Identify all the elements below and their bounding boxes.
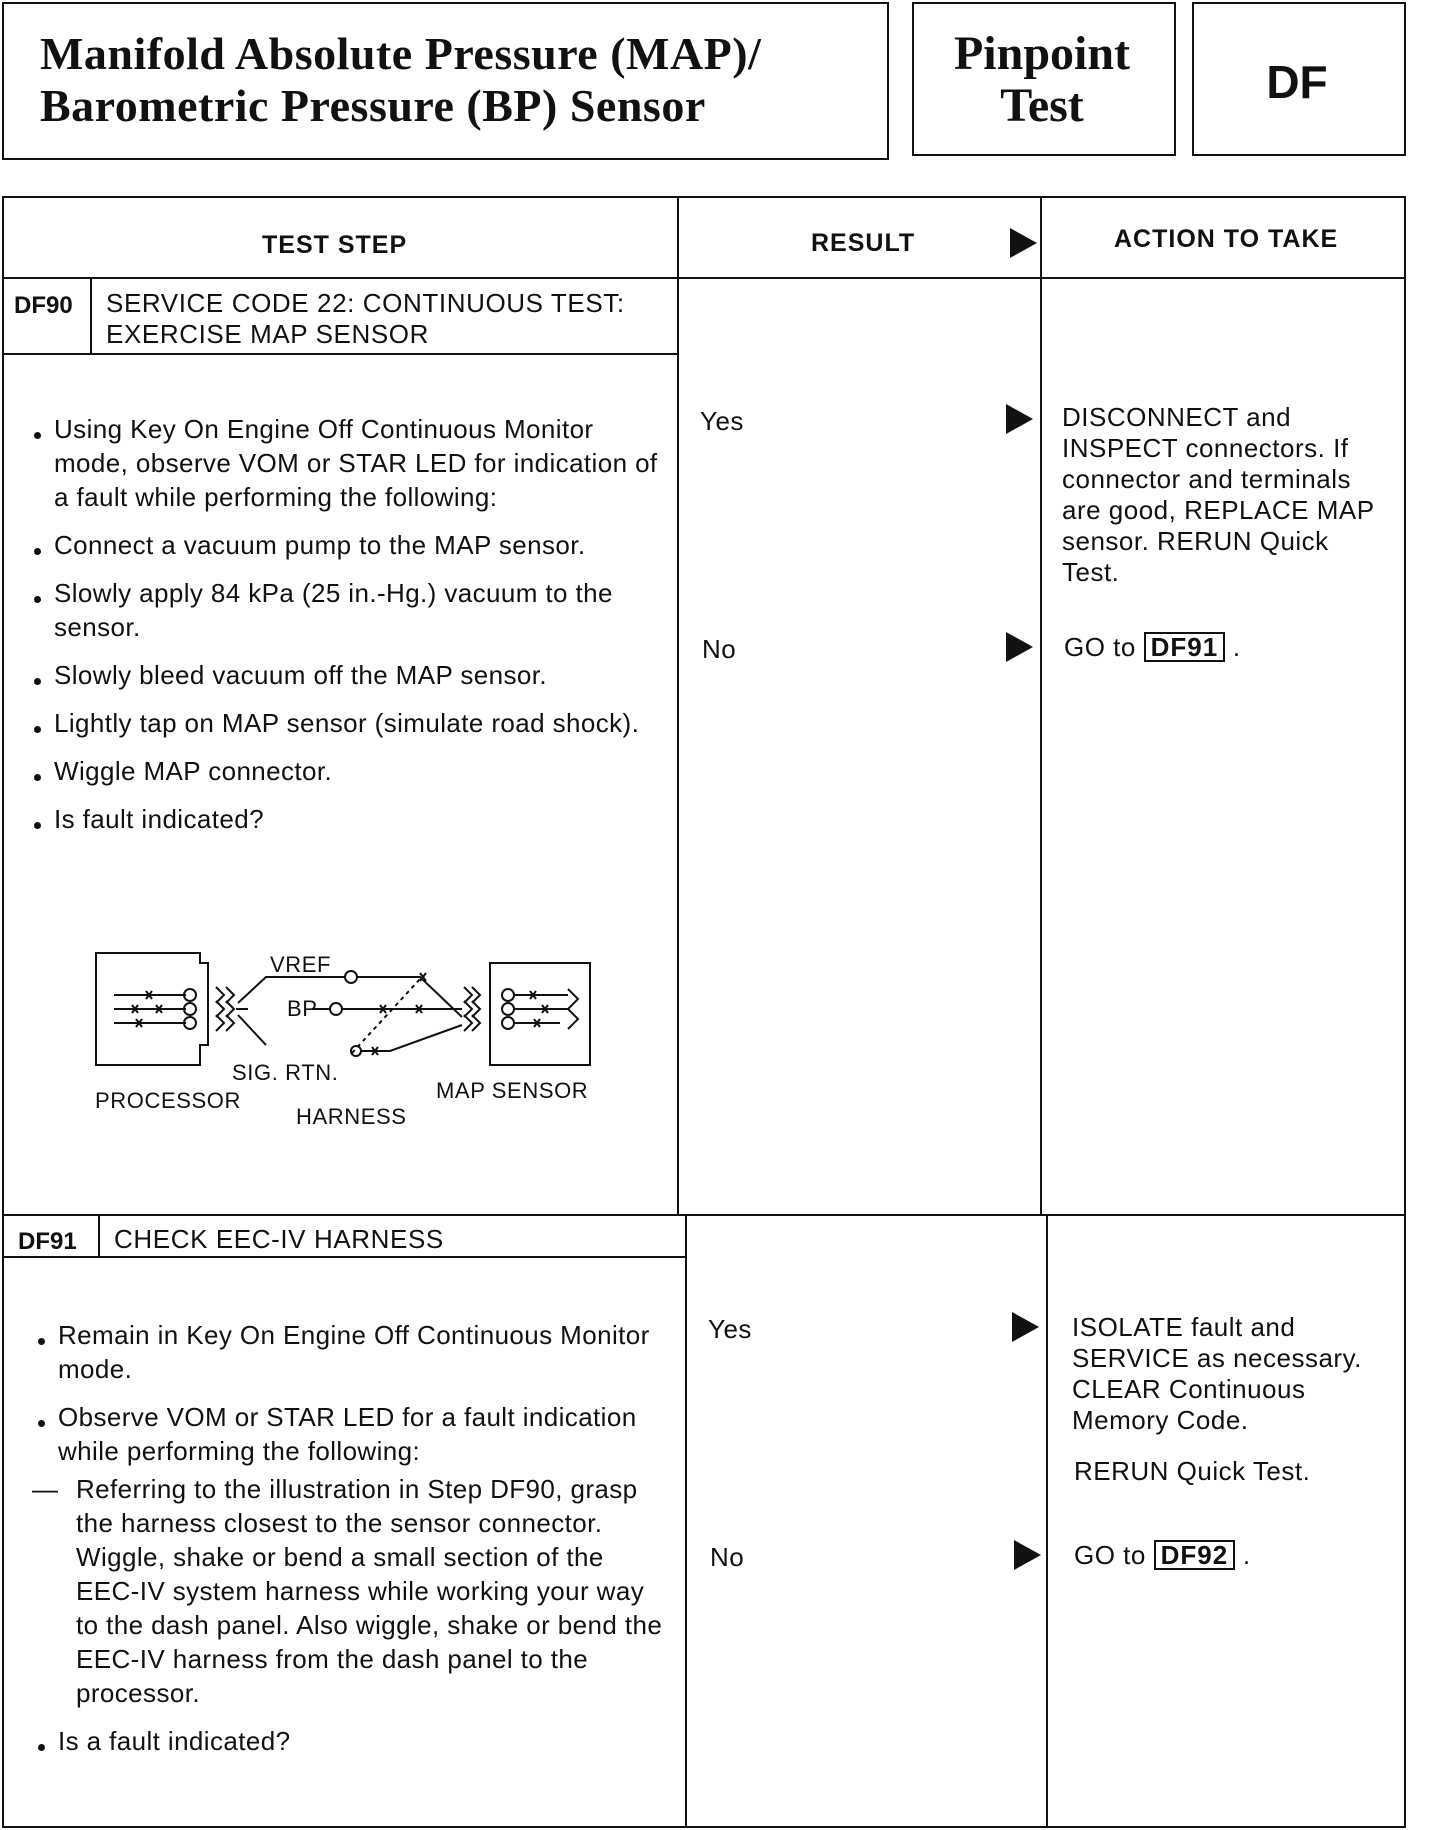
- step-df90-yes-arrow-icon: [1006, 404, 1033, 434]
- list-item-sub: — Referring to the illustration in Step DF90, grasp the harness closest to the sensor connector. Wiggle, shake or bend a small section of the EEC-IV system harness while working your way to the dash panel. Also wiggle, shake or bend the EEC-IV harness from the dash panel to the processor.: [10, 1472, 674, 1710]
- column-divider-result: [677, 196, 679, 1216]
- list-item: Slowly bleed vacuum off the MAP sensor.: [30, 658, 660, 692]
- test-code: DF: [1266, 56, 1328, 108]
- diagram-label-sig-rtn: SIG. RTN.: [232, 1060, 339, 1085]
- list-item: Lightly tap on MAP sensor (simulate road shock).: [30, 706, 660, 740]
- step-df91-result-yes: Yes: [708, 1314, 752, 1344]
- step-df91-instructions: [34, 1318, 674, 1772]
- test-type-line-1: Pinpoint: [953, 27, 1131, 80]
- step-df90-header-bottom: [2, 353, 677, 355]
- step-df91-action-yes: ISOLATE fault and SERVICE as necessary. CLEAR Continuous Memory Code.: [1072, 1312, 1362, 1435]
- goto-suffix: .: [1242, 1540, 1251, 1570]
- step-df91-id: DF91: [18, 1228, 77, 1255]
- goto-step-df91-link[interactable]: DF91: [1144, 632, 1226, 662]
- list-item: Slowly apply 84 kPa (25 in.-Hg.) vacuum to the sensor.: [30, 576, 660, 644]
- step-df91-no-arrow-icon: [1014, 1540, 1041, 1570]
- step-df90-no-arrow-icon: [1006, 632, 1033, 662]
- list-item: Is fault indicated?: [30, 802, 660, 836]
- step-df90-id-divider: [90, 277, 92, 355]
- document-title: [40, 28, 870, 132]
- title-line-1: Manifold Absolute Pressure (MAP)/: [40, 28, 762, 79]
- step-df90-result-no: No: [702, 634, 737, 664]
- col-header-test-step: TEST STEP: [262, 231, 408, 259]
- map-sensor-wiring-diagram: [90, 945, 610, 1085]
- diagram-label-vref: VREF: [270, 952, 332, 977]
- header-row-divider: [2, 277, 1406, 279]
- step-divider: [2, 1214, 1406, 1216]
- list-item: Using Key On Engine Off Continuous Monitor mode, observe VOM or STAR LED for indication of a fault while performing the following:: [30, 412, 660, 514]
- step-df91-action-yes-rerun: RERUN Quick Test.: [1074, 1456, 1311, 1486]
- col-header-result: RESULT: [811, 229, 916, 257]
- goto-label: GO to: [1074, 1540, 1146, 1570]
- list-item: Remain in Key On Engine Off Continuous Monitor mode.: [34, 1318, 674, 1386]
- step-df91-action-no: [1074, 1540, 1394, 1571]
- step-df91-title: CHECK EEC-IV HARNESS: [114, 1224, 444, 1254]
- step-df91-yes-arrow-icon: [1012, 1312, 1039, 1342]
- title-line-2: Barometric Pressure (BP) Sensor: [40, 80, 706, 131]
- step-df91-id-divider: [98, 1214, 100, 1258]
- step-df91-header-bottom: [2, 1256, 685, 1258]
- list-item: Is a fault indicated?: [34, 1724, 674, 1758]
- diagram-label-harness: HARNESS: [296, 1104, 407, 1129]
- result-header-arrow-icon: [1010, 228, 1037, 258]
- goto-label: GO to: [1064, 632, 1136, 662]
- column-divider-action-2: [1046, 1214, 1048, 1828]
- step-df90-title-line-1: SERVICE CODE 22: CONTINUOUS TEST:: [106, 288, 625, 318]
- test-type-line-2: Test: [1000, 79, 1084, 132]
- goto-step-df92-link[interactable]: DF92: [1154, 1540, 1236, 1570]
- step-df91-result-no: No: [710, 1542, 745, 1572]
- step-df90-title: [106, 288, 625, 350]
- step-df90-title-line-2: EXERCISE MAP SENSOR: [106, 319, 430, 349]
- step-df90-result-yes: Yes: [700, 406, 744, 436]
- column-divider-result-2: [685, 1214, 687, 1828]
- step-df90-id: DF90: [14, 292, 73, 319]
- goto-suffix: .: [1232, 632, 1241, 662]
- list-item: Wiggle MAP connector.: [30, 754, 660, 788]
- column-divider-action: [1040, 196, 1042, 1216]
- list-item: Observe VOM or STAR LED for a fault indication while performing the following:: [34, 1400, 674, 1468]
- diagram-label-bp: BP: [287, 996, 318, 1021]
- list-item: Connect a vacuum pump to the MAP sensor.: [30, 528, 660, 562]
- step-df90-action-no: [1064, 632, 1384, 663]
- col-header-action: ACTION TO TAKE: [1114, 225, 1339, 253]
- step-df90-action-yes: DISCONNECT and INSPECT connectors. If connector and terminals are good, REPLACE MAP sensor. RERUN Quick Test.: [1062, 402, 1375, 587]
- step-df90-instructions: [30, 412, 660, 850]
- diagram-label-processor: PROCESSOR: [95, 1088, 241, 1113]
- diagram-label-map-sensor: MAP SENSOR: [436, 1078, 589, 1103]
- test-type-label: [912, 28, 1172, 132]
